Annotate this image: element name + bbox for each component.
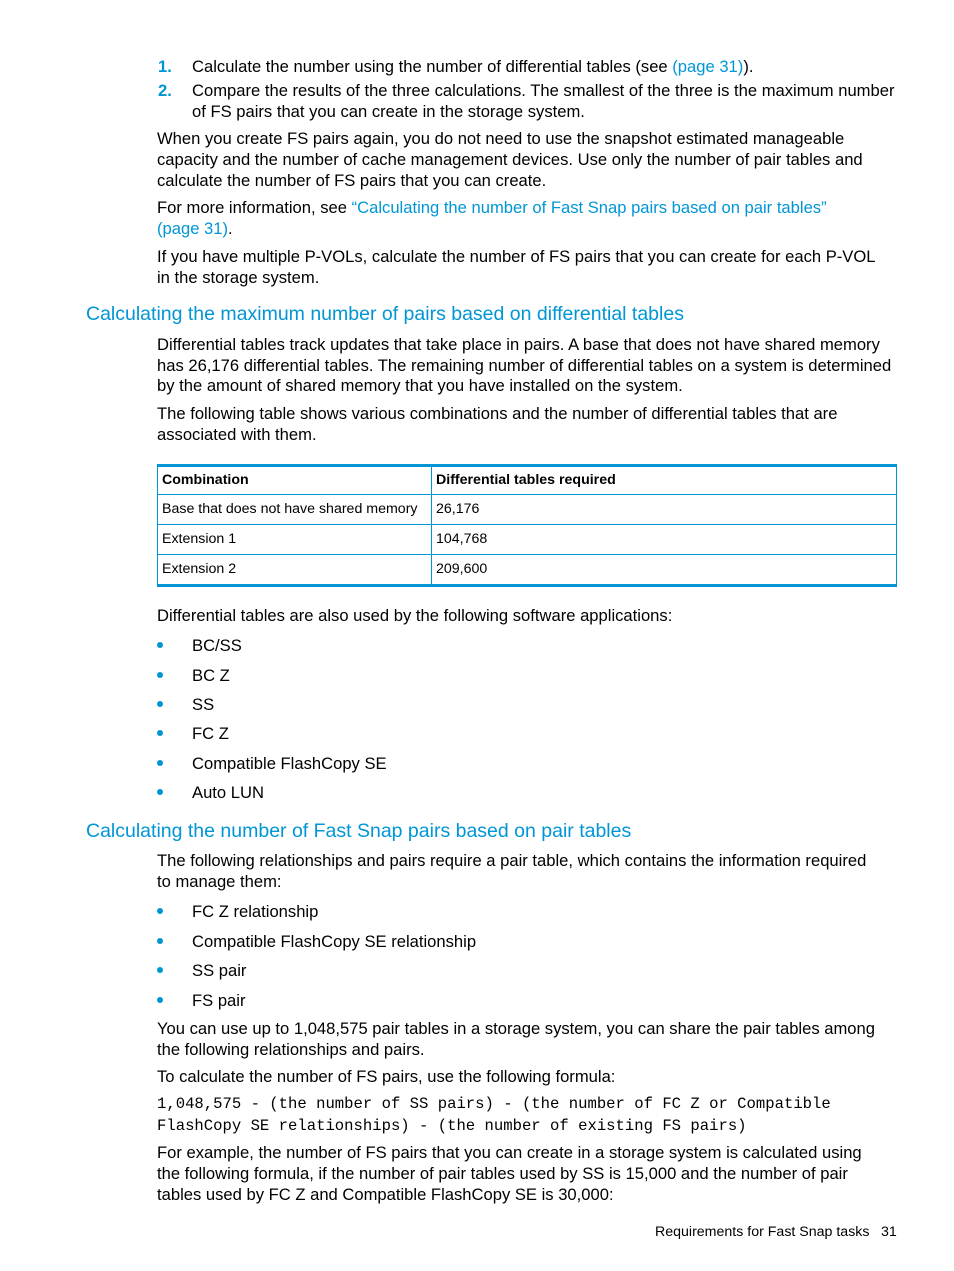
table-row bbox=[158, 495, 897, 525]
table-cell-value: 209,600 bbox=[432, 555, 897, 586]
step-2-line-1: Compare the results of the three calculations. The smallest of the three is the maximum number bbox=[192, 81, 895, 100]
section1-p1-line-3: by the amount of shared memory that you have installed on the system. bbox=[157, 376, 683, 395]
list-item: FS pair bbox=[192, 991, 246, 1010]
section2-p2-line-2: the following relationships and pairs. bbox=[157, 1040, 425, 1059]
table-row bbox=[158, 555, 897, 586]
table-cell-value: 104,768 bbox=[432, 525, 897, 555]
pair-tables-page-link[interactable]: (page 31) bbox=[157, 219, 229, 238]
intro-p1-line-2: capacity and the number of cache management devices. Use only the number of pair tables and bbox=[157, 150, 863, 169]
intro-p3-line-1: If you have multiple P-VOLs, calculate the number of FS pairs that you can create for each P-VOL bbox=[157, 247, 876, 266]
intro-p3-line-2: in the storage system. bbox=[157, 268, 320, 287]
section1-p1-line-2: has 26,176 differential tables. The remaining number of differential tables on a system is determined bbox=[157, 356, 892, 375]
section2-p1-line-1: The following relationships and pairs require a pair table, which contains the information required bbox=[157, 851, 867, 870]
table-cell-combination: Base that does not have shared memory bbox=[158, 495, 432, 525]
step-1-page-link[interactable]: (page 31) bbox=[672, 57, 744, 76]
formula-line-2: FlashCopy SE relationships) - (the number of existing FS pairs) bbox=[157, 1117, 747, 1135]
list-item: BC/SS bbox=[192, 636, 242, 655]
section2-p4-line-2: the following formula, if the number of pair tables used by SS is 15,000 and the number of pair bbox=[157, 1164, 848, 1183]
bullet-icon bbox=[157, 753, 165, 761]
bullet-icon bbox=[157, 665, 165, 673]
table-cell-combination: Extension 1 bbox=[158, 525, 432, 555]
bullet-icon bbox=[157, 990, 165, 998]
table-cell-combination: Extension 2 bbox=[158, 555, 432, 586]
section1-p2-line-1: The following table shows various combinations and the number of differential tables that are bbox=[157, 404, 838, 423]
section1-p1-line-1: Differential tables track updates that take place in pairs. A base that does not have shared memory bbox=[157, 335, 880, 354]
section2-p3: To calculate the number of FS pairs, use the following formula: bbox=[157, 1067, 616, 1086]
intro-p2-line-2 bbox=[157, 218, 902, 239]
section2-p1-line-2: to manage them: bbox=[157, 872, 282, 891]
formula-line-1: 1,048,575 - (the number of SS pairs) - (the number of FC Z or Compatible bbox=[157, 1095, 831, 1113]
section2-p2-line-1: You can use up to 1,048,575 pair tables in a storage system, you can share the pair tables among bbox=[157, 1019, 875, 1038]
bullet-icon bbox=[157, 901, 165, 909]
pair-tables-section-link[interactable]: “Calculating the number of Fast Snap pairs based on pair tables” bbox=[351, 198, 827, 217]
list-item: FC Z bbox=[192, 724, 229, 743]
bullet-icon bbox=[157, 635, 165, 643]
section1-p3: Differential tables are also used by the following software applications: bbox=[157, 606, 673, 625]
intro-p2-text: For more information, see bbox=[157, 198, 352, 217]
bullet-icon bbox=[157, 960, 165, 968]
step-2-number: 2. bbox=[158, 81, 172, 100]
section1-p2-line-2: associated with them. bbox=[157, 425, 317, 444]
list-item: FC Z relationship bbox=[192, 902, 319, 921]
page-number: 31 bbox=[881, 1224, 897, 1240]
intro-p1-line-1: When you create FS pairs again, you do not need to use the snapshot estimated manageable bbox=[157, 129, 845, 148]
section2-p4-line-3: tables used by FC Z and Compatible FlashCopy SE is 30,000: bbox=[157, 1185, 614, 1204]
section2-p4-line-1: For example, the number of FS pairs that you can create in a storage system is calculated using bbox=[157, 1143, 862, 1162]
intro-p1-line-3: calculate the number of FS pairs that you can create. bbox=[157, 171, 547, 190]
list-item: SS pair bbox=[192, 961, 247, 980]
bullet-icon bbox=[157, 782, 165, 790]
intro-p2-line-1 bbox=[157, 197, 902, 218]
table-header-row bbox=[158, 466, 897, 495]
table-header-combination: Combination bbox=[158, 466, 432, 495]
bullet-icon bbox=[157, 694, 165, 702]
table-header-differential-tables: Differential tables required bbox=[432, 466, 897, 495]
section-heading-differential-tables: Calculating the maximum number of pairs based on differential tables bbox=[86, 303, 684, 325]
step-1-text bbox=[192, 56, 904, 77]
intro-p2-period: . bbox=[228, 219, 233, 238]
list-item: BC Z bbox=[192, 666, 230, 685]
list-item: Auto LUN bbox=[192, 783, 264, 802]
step-2-line-2: of FS pairs that you can create in the storage system. bbox=[192, 102, 585, 121]
bullet-icon bbox=[157, 931, 165, 939]
step-1-text-before: Calculate the number using the number of differential tables (see bbox=[192, 57, 673, 76]
list-item: Compatible FlashCopy SE bbox=[192, 754, 387, 773]
step-1-number: 1. bbox=[158, 57, 172, 76]
differential-tables-table bbox=[157, 464, 897, 587]
list-item: Compatible FlashCopy SE relationship bbox=[192, 932, 477, 951]
section-heading-pair-tables: Calculating the number of Fast Snap pairs based on pair tables bbox=[86, 820, 632, 842]
bullet-icon bbox=[157, 723, 165, 731]
step-1-text-after: ). bbox=[743, 57, 754, 76]
footer-title: Requirements for Fast Snap tasks bbox=[655, 1224, 870, 1240]
table-row bbox=[158, 525, 897, 555]
table-cell-value: 26,176 bbox=[432, 495, 897, 525]
list-item: SS bbox=[192, 695, 215, 714]
